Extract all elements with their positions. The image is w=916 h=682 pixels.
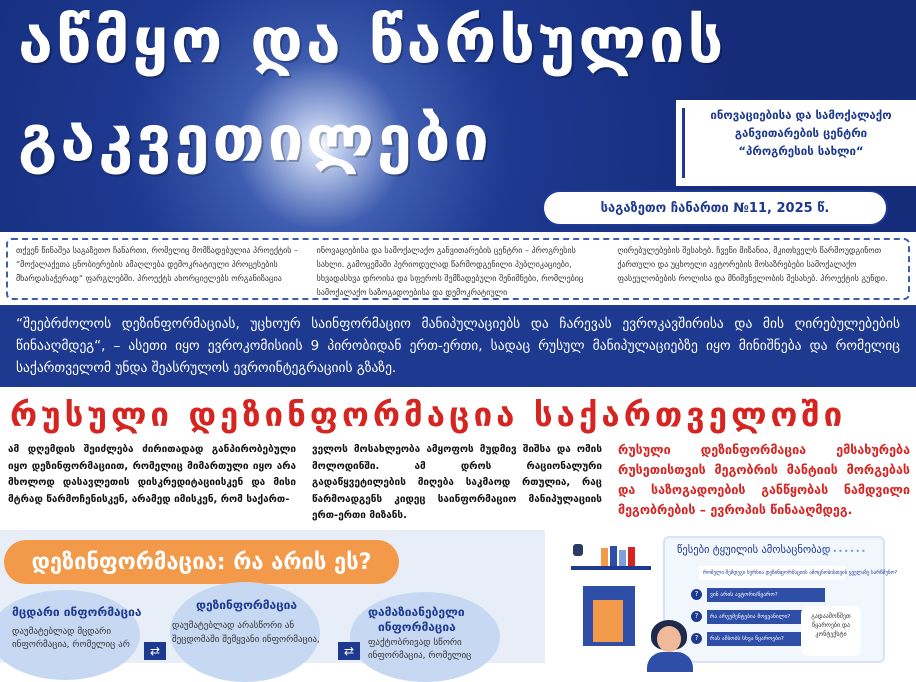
- issue-label: საგაზეთო ჩანართი №11, 2025 წ.: [600, 200, 830, 216]
- infographic-banner: [4, 540, 399, 584]
- lead-quote: “შეებრძოლოს დეზინფორმაციას, უცხოურ საინფორმაციო მანიპულაციებს და ჩარევას ევროკავშირისა და მის ღირებულებების წინააღმდეგ“, – ასეთი იყო ევროკომისიის 9 პირობიდან ერთ-ერთი, სადაც რუსულ მანიპულაციებზე იყო მინიშნება და რომელიც საქართველომ უნდა შეასრულოს ევროინტეგრაციის გზაზე.: [16, 316, 900, 376]
- info-item-text-1b: ინფორმაცია, რომელიც არ: [12, 640, 130, 650]
- arrow-icon: ⇄: [144, 642, 166, 660]
- quiz-question: რომელი შემდეგი ხერხია დეზინფორმაციის ამოცნობისთვის ყველაზე სარწმუნო?: [699, 566, 845, 580]
- info-item-text-3a: ფაქტობრივად სწორი: [368, 638, 462, 648]
- info-item-text-1a: დაუმატებლად მცდარი: [12, 627, 111, 637]
- callout-text: რუსული დეზინფორმაცია ემსახურება რუსეთისთვის მეგობრის მანტიის მორგებას და საზოგადოების განწყობას ნამდვილი მეგობრების – ევროპის წინააღმდეგ.: [618, 442, 910, 517]
- info-item-text-2b: შეცდომაში შემყვანი ინფორმაცია,: [172, 635, 320, 645]
- info-item-title-3: დამაზიანებელი: [368, 605, 465, 619]
- organization-line-1: ინოვაციებისა და სამოქალაქო: [710, 108, 892, 122]
- newspaper-title-line-2: გაკვეთილები: [18, 102, 492, 175]
- info-item-title-3b: ინფორმაცია: [378, 620, 456, 634]
- quiz-option-label: რას ამბობს სხვა წყაროები?: [707, 632, 825, 646]
- intro-column-1: თქვენ წინაშეა საგაზეთო ჩანართი, რომელიც მომზადებულია პროექტის – “მოქალაქეთა ცნობიერების ამაღლება დემოკრატიული პროცესების მხარდასაჭერად“ ფარგლებში. პროექტს ახორციელებს ორგანიზაცია: [16, 246, 299, 283]
- intro-box: [6, 238, 910, 300]
- organization-box: [676, 100, 916, 186]
- issue-badge: [542, 190, 888, 226]
- newspaper-title-line-1: აწმყო და წარსულის: [18, 4, 727, 77]
- article-column-2: ველოს მოსახლეობა ამყოფოს მუდმივ შიშსა და ომის მოლოდინში. ამ დროს რაციონალური გადაწყვეტილების მიღება საკმაოდ რთულია, რაც წარმოადგენს კიდეც საინფორმაციო მანიპულაციის ერთ-ერთი მიზანს.: [312, 444, 602, 521]
- quiz-option-label: ვინ არის ავტორი/წყარო?: [707, 588, 825, 602]
- wall-picture-inner: [593, 600, 623, 642]
- quiz-title: წესები ტყუილის ამოსაცნობად: [677, 544, 831, 556]
- masthead: [0, 0, 916, 232]
- quiz-illustration: [555, 530, 916, 663]
- infographic: [0, 530, 545, 663]
- question-mark-icon: ?: [691, 589, 702, 600]
- person-body: [647, 652, 693, 672]
- book-icon: [610, 546, 617, 566]
- quiz-option-label: რა არგუმენტებია მოყვანილი?: [707, 610, 825, 624]
- intro-column-3: ღირებულებების შესახებ. ჩვენი მიზანია, მკითხველს წარმოუდგინოთ ქართული და უცხოელი ავტორების მოსაზრებები სამოქალაქო ფასეულობების როლისა და მნიშვნელობის შესახებ. პროექტის გუნდი.: [617, 246, 888, 283]
- lamp-icon: [573, 544, 583, 556]
- book-icon: [601, 548, 608, 566]
- arrow-icon: ⇄: [338, 642, 360, 660]
- organization-line-2: განვითარების ცენტრი: [734, 126, 868, 140]
- question-mark-icon: ?: [691, 611, 702, 622]
- info-item-text-2a: დაუმატებლად არასწორი ან: [172, 621, 295, 631]
- question-mark-icon: ?: [691, 633, 702, 644]
- organization-line-3: “პროგრესის სახლი“: [738, 144, 864, 158]
- dots-decoration: ••••••••: [821, 547, 867, 556]
- shelf: [571, 566, 651, 570]
- info-item-title-1: მცდარი ინფორმაცია: [12, 605, 142, 619]
- infographic-title: დეზინფორმაცია: რა არის ეს?: [31, 549, 372, 575]
- section-heading: რუსული დეზინფორმაცია საქართველოში: [10, 395, 847, 434]
- answer-bubble: გადაამოწმეთ წყაროები და კონტექსტი: [801, 606, 861, 656]
- book-icon: [628, 547, 635, 566]
- quiz-option: [691, 588, 841, 603]
- info-item-text-3b: ინფორმაცია, რომელიც: [368, 651, 472, 661]
- article-column-1: ამ დღემდის შეიძლება ძირითადად განპირობებული იყო დეზინფორმაციით, რომელიც მიმართული იყო არა მხოლოდ დასავლეთის დისკრედიტაციისკენ და მისი მტრად წარმოჩენისკენ, არამედ იმისკენ, რომ საქართ-: [8, 444, 296, 505]
- accent-bar: [682, 108, 685, 178]
- quote-band: [0, 305, 916, 387]
- book-icon: [619, 550, 626, 566]
- info-item-title-2: დეზინფორმაცია: [196, 598, 298, 612]
- intro-column-2: ინოვაციებისა და სამოქალაქო განვითარების ცენტრი – პროგრესის სახლი. გამოცემაში პერიოდულად წარმოდგენილი პუბლიკაციები, სხვადასხვა დროისა და სფეროს შემზადებული შენიშნები, რომლებიც სამოქალაქო საზოგადოებისა და დემოკრატიული: [316, 246, 584, 297]
- person-head: [657, 626, 681, 652]
